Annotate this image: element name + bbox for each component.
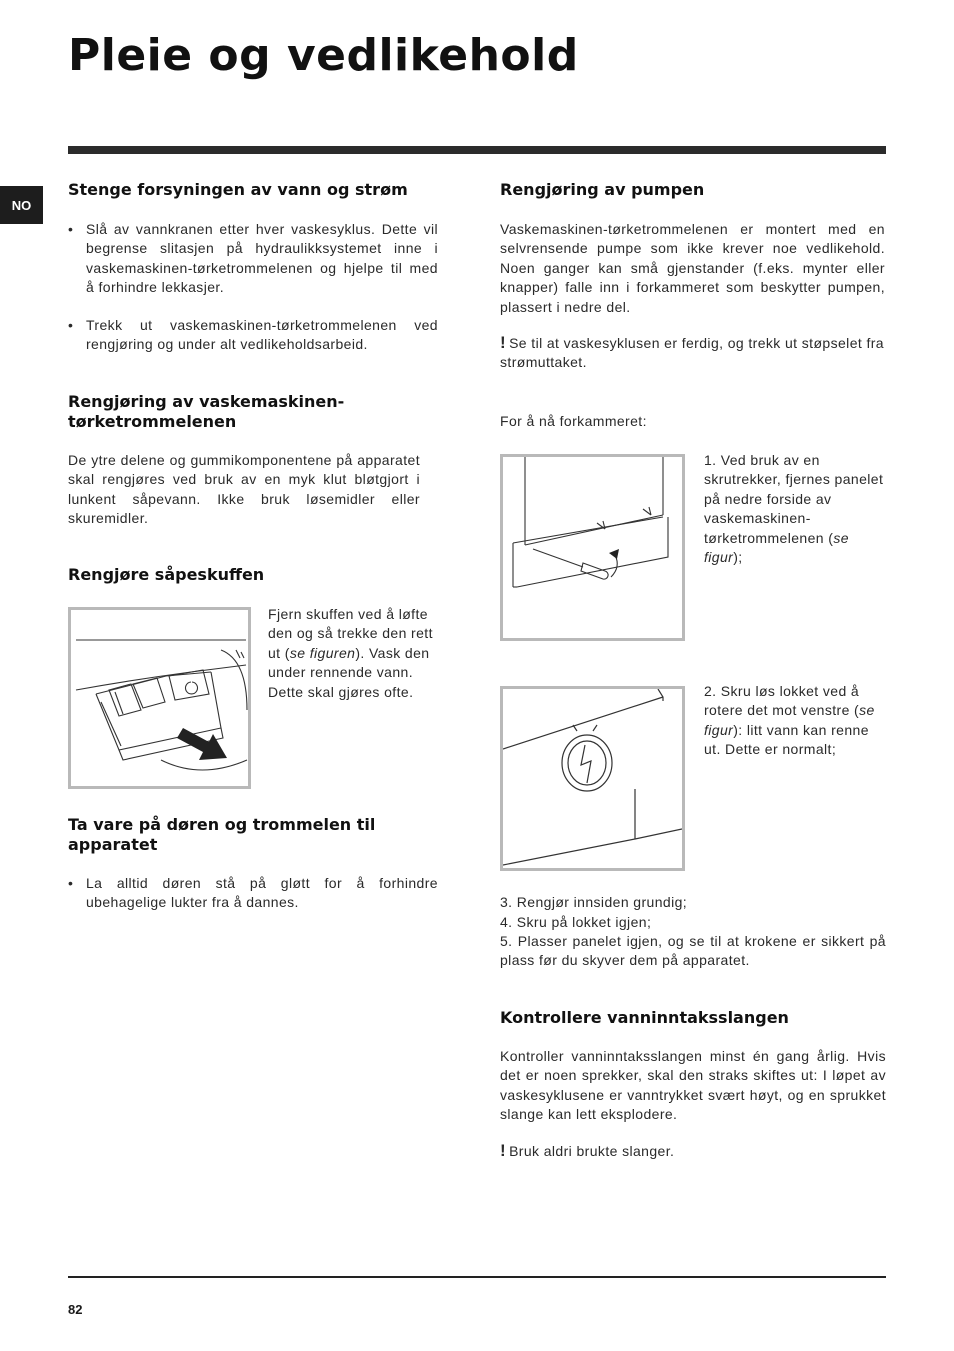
section-heading-pump: Rengjøring av pumpen [500, 180, 705, 199]
pump-lid-figure [500, 686, 685, 871]
access-intro: For å nå forkammeret: [500, 413, 647, 429]
bullet-text: La alltid døren stå på gløtt for å forhindre ubehagelige lukter fra å dannes. [86, 875, 438, 911]
step-2-text: 2. Skru løs lokket ved å rotere det mot venstre (se figur): litt vann kan renne ut. Dette er normalt; [704, 683, 875, 758]
bullet-dot: • [68, 875, 74, 891]
bullet-text: Trekk ut vaskemaskinen-tørketrommelenen ved rengjøring og under alt vedlikeholdsarbeid. [86, 317, 438, 353]
top-divider [68, 146, 886, 154]
body-text: Vaskemaskinen-tørketrommelenen er montert med en selvrensende pumpe som ikke krever noe vedlikehold. Noen ganger kan små gjenstander (f.eks. mynter eller knapper) falle inn i forkammeret som beskytter pumpen, plassert i nedre del. [500, 221, 885, 315]
bullet-text: Slå av vannkranen etter hver vaskesyklus. Dette vil begrense slitasjen på hydraulikksystemet inne i vaskemaskinen-tørketrommelenen og hjelpe til med å forhindre lekkasjer. [86, 221, 438, 296]
bullet-item [68, 874, 438, 913]
page-number: 82 [68, 1302, 83, 1317]
warning-note: ! Se til at vaskesyklusen er ferdig, og trekk ut støpselet fra strømuttaket. [500, 333, 884, 371]
step-4-text: 4. Skru på lokket igjen; [500, 914, 652, 930]
bullet-item [68, 220, 438, 298]
detergent-drawer-figure [68, 607, 251, 789]
section-heading-inlet-hose: Kontrollere vanninntaksslangen [500, 1008, 789, 1027]
page-title: Pleie og vedlikehold [68, 30, 579, 81]
step-3-text: 3. Rengjør innsiden grundig; [500, 894, 688, 910]
pump-lid-illustration [503, 689, 682, 868]
drawer-instruction-text: Fjern skuffen ved å løfte den og så trekke den rett ut (se figuren). Vask den under rennende vann. Dette skal gjøres ofte. [268, 606, 433, 700]
bullet-dot: • [68, 221, 74, 237]
bottom-divider [68, 1276, 886, 1278]
warning-note: ! Bruk aldri brukte slanger. [500, 1141, 675, 1160]
step-1-text: 1. Ved bruk av en skrutrekker, fjernes panelet på nedre forside av vaskemaskinen-tørketrommelenen (se figur); [704, 452, 884, 566]
drawer-illustration [71, 610, 248, 786]
warning-mark: ! [500, 1141, 507, 1160]
section-heading-door-drum: Ta vare på døren og trommelen til apparatet [68, 815, 376, 854]
bullet-item [68, 316, 438, 355]
bullet-dot: • [68, 317, 74, 333]
body-text: Kontroller vanninntaksslangen minst én gang årlig. Hvis det er noen sprekker, skal den straks skiftes ut: I løpet av vaskesyklusene er vanntrykket svært høyt, og en sprukket slange kan lett eksplodere. [500, 1048, 886, 1123]
section-heading-supply: Stenge forsyningen av vann og strøm [68, 180, 408, 199]
panel-removal-figure [500, 454, 685, 641]
language-tab: NO [0, 186, 43, 224]
step-5-text: 5. Plasser panelet igjen, og se til at krokene er sikkert på plass før du skyver dem på apparatet. [500, 933, 886, 969]
section-heading-cleaning-machine: Rengjøring av vaskemaskinen- tørketrommelenen [68, 392, 345, 431]
warning-mark: ! [500, 333, 507, 352]
panel-removal-illustration [503, 457, 682, 638]
body-text: De ytre delene og gummikomponentene på apparatet skal rengjøres ved bruk av en myk klut bløtgjort i lunkent såpevann. Ikke bruk løsemidler eller skuremidler. [68, 452, 420, 527]
section-heading-detergent-drawer: Rengjøre såpeskuffen [68, 565, 265, 584]
